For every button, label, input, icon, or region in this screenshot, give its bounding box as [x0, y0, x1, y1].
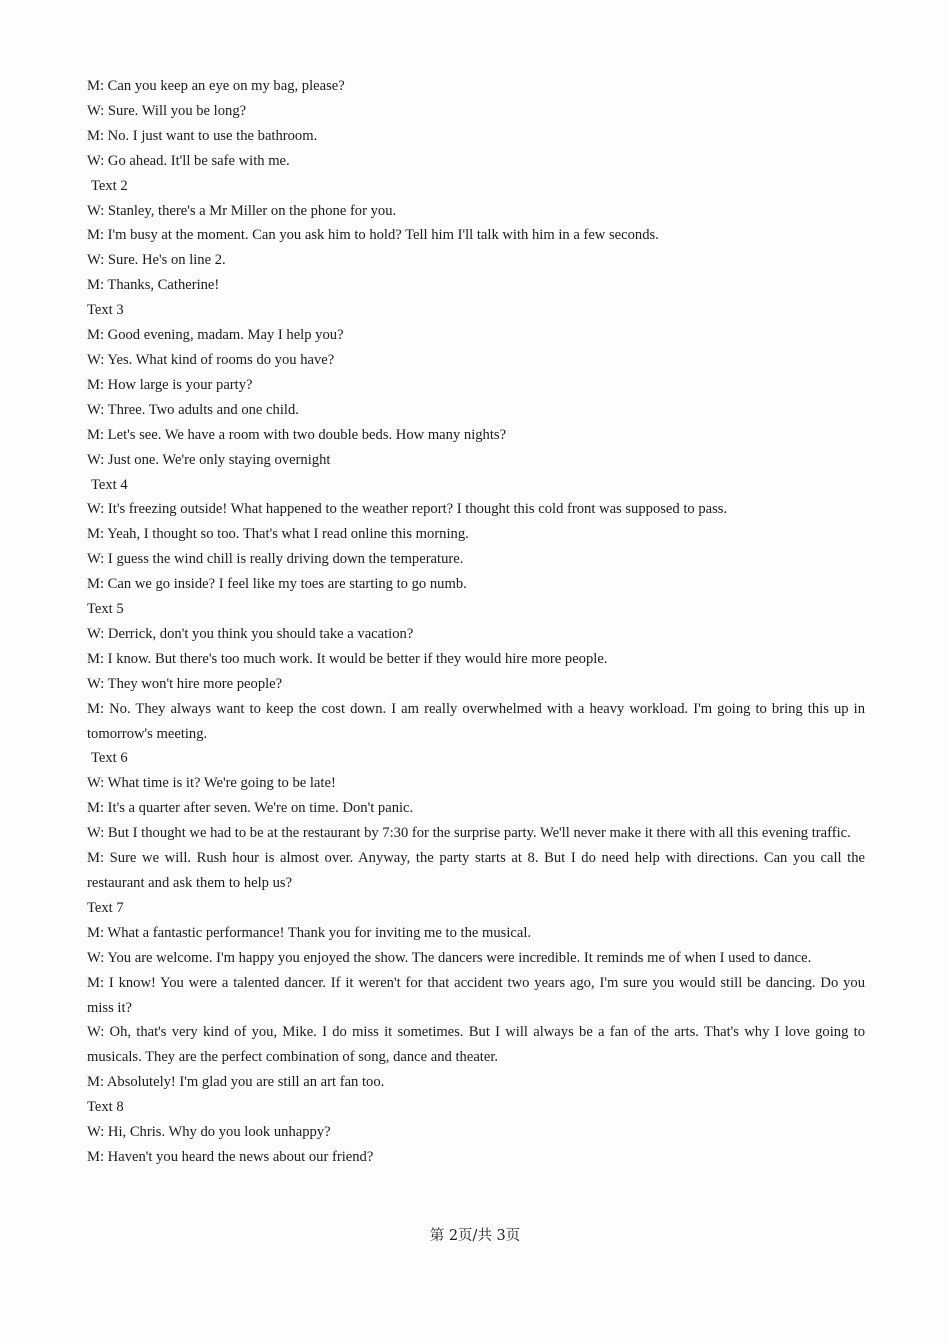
transcript-body	[87, 74, 865, 1170]
dialogue-line: W: I guess the wind chill is really driving down the temperature.	[87, 551, 464, 568]
dialogue-line: M: Thanks, Catherine!	[87, 277, 220, 294]
dialogue-line: W: Oh, that's very kind of you, Mike. I do miss it sometimes. But I will always be a fan of the arts. That's why I love going to musicals. They are the perfect combination of song, dance and theater.	[87, 1024, 865, 1066]
dialogue-line: W: Yes. What kind of rooms do you have?	[87, 351, 335, 368]
dialogue-line: M: Can you keep an eye on my bag, please?	[87, 78, 345, 94]
section-heading-text-3: Text 3	[87, 302, 124, 319]
dialogue-line: W: Sure. He's on line 2.	[87, 252, 226, 269]
dialogue-line: W: Three. Two adults and one child.	[87, 401, 299, 418]
dialogue-line: M: Let's see. We have a room with two double beds. How many nights?	[87, 426, 507, 443]
dialogue-line: M: Yeah, I thought so too. That's what I read online this morning.	[87, 526, 469, 543]
dialogue-line: M: Haven't you heard the news about our friend?	[87, 1148, 374, 1165]
dialogue-line: M: No. They always want to keep the cost down. I am really overwhelmed with a heavy workload. I'm going to bring this up in tomorrow's meeting.	[87, 700, 865, 742]
dialogue-line: W: But I thought we had to be at the restaurant by 7:30 for the surprise party. We'll never make it there with all this evening traffic.	[87, 825, 851, 842]
dialogue-line: M: I know! You were a talented dancer. If it weren't for that accident two years ago, I'm sure you would still be dancing. Do you miss it?	[87, 974, 865, 1016]
dialogue-line: M: It's a quarter after seven. We're on time. Don't panic.	[87, 800, 414, 817]
dialogue-line: M: What a fantastic performance! Thank you for inviting me to the musical.	[87, 924, 532, 941]
dialogue-line: M: Sure we will. Rush hour is almost over. Anyway, the party starts at 8. But I do need help with directions. Can you call the restaurant and ask them to help us?	[87, 850, 865, 891]
page-number-footer: 第 2页/共 3页	[429, 1228, 521, 1244]
section-heading-text-7: Text 7	[87, 899, 124, 916]
dialogue-line: W: Derrick, don't you think you should take a vacation?	[87, 625, 414, 642]
dialogue-line: W: Sure. Will you be long?	[87, 102, 247, 119]
dialogue-line: M: No. I just want to use the bathroom.	[87, 127, 318, 144]
dialogue-line: W: What time is it? We're going to be late!	[87, 775, 336, 792]
dialogue-line: W: Hi, Chris. Why do you look unhappy?	[87, 1124, 331, 1141]
dialogue-line: M: Good evening, madam. May I help you?	[87, 327, 344, 344]
section-heading-text-5: Text 5	[87, 601, 124, 618]
section-heading-text-4: Text 4	[91, 476, 128, 493]
dialogue-line: M: Absolutely! I'm glad you are still an art fan too.	[87, 1074, 385, 1091]
dialogue-line: W: They won't hire more people?	[87, 675, 283, 692]
section-heading-text-6: Text 6	[91, 750, 128, 767]
section-heading-text-8: Text 8	[87, 1099, 124, 1116]
dialogue-line: M: I know. But there's too much work. It would be better if they would hire more people.	[87, 650, 608, 667]
dialogue-line: M: Can we go inside? I feel like my toes are starting to go numb.	[87, 576, 467, 593]
dialogue-line: W: It's freezing outside! What happened to the weather report? I thought this cold front was supposed to pass.	[87, 501, 728, 518]
dialogue-line: W: Stanley, there's a Mr Miller on the phone for you.	[87, 202, 397, 219]
dialogue-line: M: How large is your party?	[87, 376, 253, 393]
dialogue-line: M: I'm busy at the moment. Can you ask him to hold? Tell him I'll talk with him in a few seconds.	[87, 227, 659, 244]
dialogue-line: W: You are welcome. I'm happy you enjoyed the show. The dancers were incredible. It reminds me of when I used to dance.	[87, 949, 812, 966]
dialogue-line: W: Go ahead. It'll be safe with me.	[87, 152, 290, 169]
section-heading-text-2: Text 2	[91, 177, 128, 194]
dialogue-line: W: Just one. We're only staying overnight	[87, 451, 331, 468]
